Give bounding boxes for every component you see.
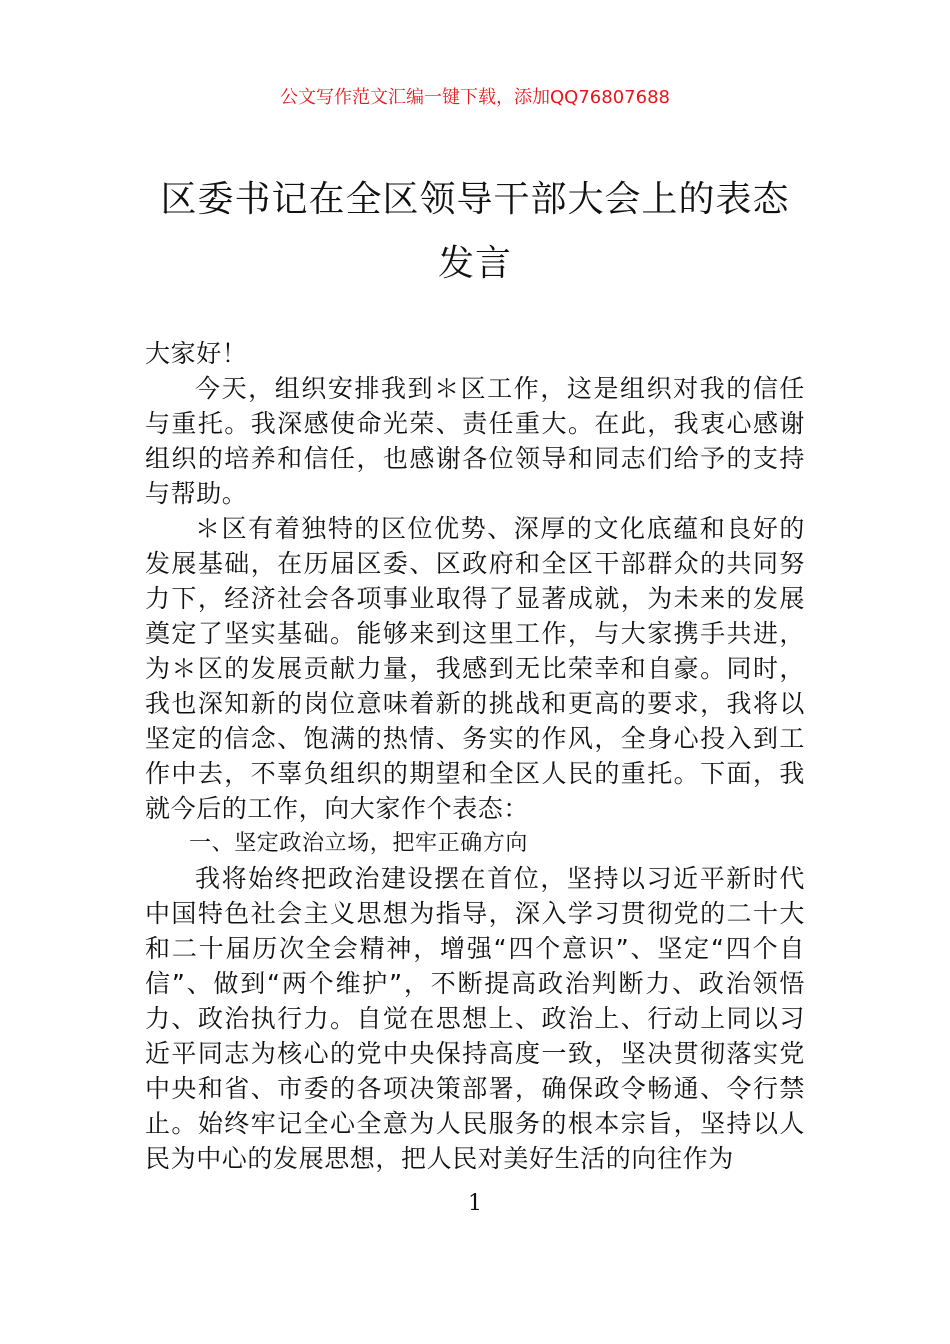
- paragraph: 今天，组织安排我到＊区工作，这是组织对我的信任与重托。我深感使命光荣、责任重大。在此，我衷心感谢组织的培养和信任，也感谢各位领导和同志们给予的支持与帮助。: [145, 374, 805, 508]
- download-notice: 公文写作范文汇编一键下载，添加QQ76807688: [280, 87, 670, 108]
- greeting: 大家好！: [145, 339, 248, 368]
- page-number: 1: [468, 1191, 482, 1216]
- paragraph: ＊区有着独特的区位优势、深厚的文化底蕴和良好的发展基础，在历届区委、区政府和全区干部群众的共同努力下，经济社会各项事业取得了显著成就，为未来的发展奠定了坚实基础。能够来到这里工作，与大家携手共进，为＊区的发展贡献力量，我感到无比荣幸和自豪。同时，我也深知新的岗位意味着新的挑战和更高的要求，我将以坚定的信念、饱满的热情、务实的作风，全身心投入到工作中去，不辜负组织的期望和全区人民的重托。下面，我就今后的工作，向大家作个表态：: [145, 514, 805, 823]
- page-title: 区委书记在全区领导干部大会上的表态发言: [160, 179, 790, 284]
- paragraph: 我将始终把政治建设摆在首位，坚持以习近平新时代中国特色社会主义思想为指导，深入学习贯彻党的二十大和二十届历次全会精神，增强“四个意识”、坚定“四个自信”、做到“两个维护”，不断提高政治判断力、政治领悟力、政治执行力。自觉在思想上、政治上、行动上同以习近平同志为核心的党中央保持高度一致，坚决贯彻落实党中央和省、市委的各项决策部署，确保政令畅通、令行禁止。始终牢记全心全意为人民服务的根本宗旨，坚持以人民为中心的发展思想，把人民对美好生活的向往作为: [145, 864, 805, 1173]
- document-body: [145, 336, 805, 1176]
- section-heading: 一、坚定政治立场，把牢正确方向: [189, 831, 529, 856]
